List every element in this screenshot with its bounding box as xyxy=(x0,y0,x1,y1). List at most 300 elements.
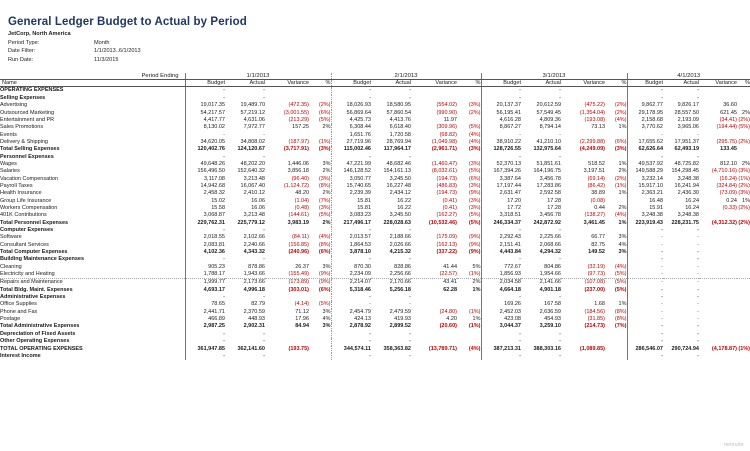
table-row xyxy=(0,212,750,219)
cell-budget: 286,546.07 xyxy=(627,346,663,353)
cell-actual: 16.22 xyxy=(397,197,411,204)
cell-budget: 2,363.21 xyxy=(627,190,663,197)
cell-percent: (1%) xyxy=(468,308,481,315)
row-label: 401K Contributions xyxy=(0,212,47,219)
cell-variance: (4,178.87) xyxy=(711,345,737,352)
cell-budget: - xyxy=(627,87,663,95)
report-meta xyxy=(8,39,750,65)
cell-percent: (3%) xyxy=(318,146,331,153)
cell-budget: - xyxy=(185,154,225,161)
cell-percent xyxy=(737,323,750,330)
cell-budget: 4,417.77 xyxy=(185,117,225,124)
row-label: Entertainment and PR xyxy=(0,116,55,123)
cell-actual: 3,245.50 xyxy=(389,175,411,182)
cell-actual: - xyxy=(559,87,561,94)
cell-budget: 3,248.38 xyxy=(627,212,663,219)
cell-percent: 1% xyxy=(472,316,481,323)
cell-variance xyxy=(411,154,457,161)
cell-actual: - xyxy=(263,256,265,263)
cell-percent: (5%) xyxy=(738,124,750,131)
cell-variance xyxy=(699,294,737,301)
cell-variance xyxy=(699,227,737,234)
cell-variance: (173.89) xyxy=(288,279,309,286)
cell-percent: 2% xyxy=(742,160,750,167)
table-row xyxy=(0,294,750,301)
cell-variance: 38.89 xyxy=(591,190,605,197)
row-label: Wages xyxy=(0,160,17,167)
cell-variance: 73.13 xyxy=(591,124,605,131)
cell-actual: 242,872.92 xyxy=(533,219,561,226)
cell-variance: (32.19) xyxy=(587,263,605,270)
table-row xyxy=(0,249,750,256)
cell-percent: (5%) xyxy=(318,116,331,123)
cell-actual: 2,240.66 xyxy=(243,241,265,248)
cell-actual: - xyxy=(263,131,265,138)
row-label: Personnel Expenses xyxy=(0,153,54,160)
cell-percent: 2% xyxy=(322,124,331,131)
cell-actual: 16,067.40 xyxy=(240,182,265,189)
cell-budget: 2,151.41 xyxy=(481,242,521,249)
cell-budget: 38,910.22 xyxy=(481,139,521,146)
table-row xyxy=(0,95,750,102)
cell-budget: 4,693.17 xyxy=(185,287,225,294)
cell-budget: 1,856.93 xyxy=(481,271,521,279)
cell-budget: 27,719.96 xyxy=(331,139,371,146)
cell-percent: 2% xyxy=(618,204,627,211)
cell-variance: (4,710.16) xyxy=(711,168,737,175)
cell-variance xyxy=(265,256,309,263)
cell-actual: - xyxy=(697,249,699,256)
cell-actual: - xyxy=(697,227,699,233)
cell-percent: 3% xyxy=(618,249,627,256)
cell-budget: - xyxy=(331,294,371,301)
cell-actual: 3,248.38 xyxy=(677,175,699,182)
cell-actual: 290,724.94 xyxy=(671,345,699,352)
cell-actual: 17.28 xyxy=(547,204,561,211)
column-header-variance: Variance xyxy=(265,80,309,87)
cell-percent: (3%) xyxy=(468,182,481,189)
cell-budget: - xyxy=(185,95,225,102)
cell-budget: 8,130.02 xyxy=(185,124,225,131)
cell-variance: 0.44 xyxy=(594,204,605,211)
cell-percent xyxy=(605,338,627,345)
cell-variance: (1,124.72) xyxy=(283,182,309,189)
meta-row xyxy=(8,47,750,56)
row-label: Depreciation of Fixed Assets xyxy=(0,330,76,337)
cell-percent: (7%) xyxy=(614,323,627,330)
cell-variance: (193.75) xyxy=(288,345,309,352)
cell-variance xyxy=(411,338,457,345)
cell-variance xyxy=(411,353,457,360)
cell-percent: (9%) xyxy=(468,249,481,256)
cell-percent xyxy=(737,132,750,139)
cell-percent xyxy=(737,95,750,102)
cell-variance: (8,032.61) xyxy=(431,168,457,175)
cell-variance: (303.01) xyxy=(288,286,309,293)
cell-percent xyxy=(309,154,331,161)
meta-value: 11/3/2015 xyxy=(94,56,119,63)
cell-percent: (4%) xyxy=(614,116,627,123)
table-row xyxy=(0,271,750,279)
period-label-4: 4/1/2013 xyxy=(627,73,750,80)
cell-budget: - xyxy=(481,338,521,345)
cell-percent xyxy=(737,287,750,294)
cell-percent: (2%) xyxy=(614,102,627,109)
cell-percent: (5%) xyxy=(468,212,481,219)
cell-budget: - xyxy=(331,256,371,263)
table-row xyxy=(0,154,750,161)
cell-variance xyxy=(699,271,737,279)
cell-actual: 154,298.45 xyxy=(671,168,699,175)
table-row xyxy=(0,139,750,146)
cell-variance xyxy=(265,154,309,161)
cell-budget: - xyxy=(481,353,521,360)
cell-variance xyxy=(699,212,737,219)
cell-variance xyxy=(561,338,605,345)
cell-budget: - xyxy=(627,154,663,161)
meta-row xyxy=(8,39,750,48)
cell-percent: (7%) xyxy=(318,197,331,204)
meta-value: Month xyxy=(94,39,110,46)
row-label: Payroll Taxes xyxy=(0,182,33,189)
cell-percent: 2% xyxy=(322,168,331,175)
cell-budget: - xyxy=(627,242,663,249)
table-row xyxy=(0,87,750,95)
cell-budget: 17,197.44 xyxy=(481,183,521,190)
row-label: Software xyxy=(0,234,22,241)
cell-percent: 3% xyxy=(322,323,331,330)
cell-variance: 41.44 xyxy=(443,263,457,270)
cell-variance: 71.12 xyxy=(295,308,309,315)
cell-budget: 4,443.84 xyxy=(481,249,521,256)
cell-budget: 17.20 xyxy=(481,198,521,205)
cell-actual: 2,636.59 xyxy=(539,308,561,315)
cell-percent xyxy=(605,132,627,139)
cell-percent: (5%) xyxy=(605,271,627,279)
column-header-name: Name xyxy=(0,80,185,87)
cell-actual: 4,413.76 xyxy=(389,116,411,123)
cell-percent xyxy=(457,331,481,338)
table-row xyxy=(0,168,750,175)
cell-percent xyxy=(737,331,750,338)
cell-budget: - xyxy=(185,132,225,139)
cell-variance xyxy=(699,353,737,360)
cell-variance: (20.60) xyxy=(439,323,457,330)
cell-variance: 621.45 xyxy=(720,109,737,116)
row-label: Cleaning xyxy=(0,263,22,270)
cell-budget: - xyxy=(185,331,225,338)
cell-actual: 4,343.32 xyxy=(243,249,265,256)
cell-variance: 66.77 xyxy=(591,234,605,241)
cell-variance xyxy=(265,294,309,301)
cell-budget: 56,195.41 xyxy=(481,110,521,117)
cell-variance xyxy=(265,353,309,360)
cell-budget: 14,942.68 xyxy=(185,183,225,190)
cell-variance xyxy=(265,227,309,234)
cell-actual: - xyxy=(263,94,265,101)
cell-actual: 57,219.12 xyxy=(240,109,265,116)
cell-actual: 1,954.66 xyxy=(521,271,561,279)
cell-percent xyxy=(309,227,331,234)
row-label: Vacation Compensation xyxy=(0,175,58,182)
cell-percent xyxy=(309,95,331,102)
table-row xyxy=(0,146,750,153)
cell-actual: 2,188.66 xyxy=(389,234,411,241)
cell-variance xyxy=(561,227,605,234)
cell-actual: 167.58 xyxy=(544,301,561,308)
cell-variance: (4,249.09) xyxy=(579,146,605,153)
cell-percent xyxy=(605,256,627,263)
cell-percent: (2%) xyxy=(738,138,750,145)
cell-budget: - xyxy=(627,279,663,287)
cell-percent xyxy=(457,256,481,263)
cell-actual: 228,028.63 xyxy=(383,219,411,226)
cell-percent xyxy=(309,353,331,360)
cell-budget: 2,454.79 xyxy=(331,309,371,316)
cell-budget: 3,387.64 xyxy=(481,176,521,183)
cell-actual: - xyxy=(697,286,699,293)
cell-variance xyxy=(699,242,737,249)
column-header-pct: % xyxy=(605,80,627,87)
cell-actual: 2,193.09 xyxy=(677,116,699,123)
cell-budget: 2,214.07 xyxy=(331,279,371,287)
cell-variance: 36.60 xyxy=(723,102,737,109)
column-header-actual: Actual xyxy=(663,80,699,87)
cell-actual: 19,489.70 xyxy=(240,102,265,109)
cell-actual: 20,612.59 xyxy=(536,102,561,109)
cell-budget: 344,574.11 xyxy=(331,346,371,353)
cell-variance xyxy=(561,294,605,301)
cell-variance: (73.09) xyxy=(719,190,737,197)
cell-percent: 3% xyxy=(618,234,627,241)
cell-budget: - xyxy=(185,353,225,360)
cell-actual: - xyxy=(663,271,699,279)
cell-percent: 2% xyxy=(742,109,750,116)
cell-budget: 3,050.77 xyxy=(331,176,371,183)
cell-percent xyxy=(457,338,481,345)
cell-budget: 20,137.37 xyxy=(481,102,521,109)
cell-variance: (2,961.71) xyxy=(431,146,457,153)
column-header-actual: Actual xyxy=(371,80,411,87)
cell-variance: (194.73) xyxy=(436,175,457,182)
cell-variance: (69.14) xyxy=(587,175,605,182)
cell-actual: 828.86 xyxy=(394,263,411,270)
cell-budget: - xyxy=(627,249,663,256)
cell-percent: (4%) xyxy=(468,131,481,138)
cell-percent xyxy=(457,95,481,102)
cell-budget: - xyxy=(627,338,663,345)
cell-actual: 17,951.37 xyxy=(674,138,699,145)
cell-actual: 1,720.58 xyxy=(389,131,411,138)
cell-budget: 15.81 xyxy=(331,198,371,205)
cell-budget: - xyxy=(627,316,663,323)
table-row xyxy=(0,331,750,338)
cell-variance xyxy=(699,279,737,287)
cell-variance: (240.96) xyxy=(288,249,309,256)
cell-percent: (4%) xyxy=(614,212,627,219)
cell-budget: 2,018.55 xyxy=(185,234,225,241)
row-label: Advertising xyxy=(0,102,28,109)
cell-actual: - xyxy=(697,131,699,138)
cell-percent xyxy=(737,301,750,308)
column-header-budget: Budget xyxy=(185,80,225,87)
cell-variance: 3,461.45 xyxy=(583,219,605,226)
cell-percent: (2%) xyxy=(738,204,750,211)
cell-variance: (0.48) xyxy=(294,204,309,211)
cell-budget: 361,947.85 xyxy=(185,346,225,353)
cell-actual: 4,215.32 xyxy=(389,249,411,256)
column-header-budget: Budget xyxy=(481,80,521,87)
cell-percent xyxy=(309,132,331,139)
cell-percent xyxy=(457,294,481,301)
cell-variance: (213.29) xyxy=(288,116,309,123)
cell-budget: 2,631.47 xyxy=(481,190,521,197)
cell-variance: (4,312.32) xyxy=(711,219,737,226)
cell-budget: 246,334.37 xyxy=(481,220,521,227)
cell-percent: (1%) xyxy=(614,182,627,189)
cell-budget: - xyxy=(627,331,663,338)
cell-percent: 2% xyxy=(472,279,481,286)
cell-actual: 3,456.78 xyxy=(539,212,561,219)
cell-actual: - xyxy=(409,256,411,263)
cell-actual: 16.24 xyxy=(685,204,699,211)
cell-budget: 52,370.13 xyxy=(481,161,521,168)
cell-actual: 17,283.86 xyxy=(536,182,561,189)
cell-budget: - xyxy=(481,294,521,301)
cell-actual: 2,170.66 xyxy=(389,279,411,286)
cell-variance xyxy=(411,87,457,95)
cell-budget: - xyxy=(331,301,371,308)
row-label: Building Maintenance Expenses xyxy=(0,256,85,263)
cell-variance: (107.08) xyxy=(584,279,605,286)
cell-variance: (486.83) xyxy=(436,182,457,189)
row-label: Interest Income xyxy=(0,352,41,359)
cell-budget: 2,987.25 xyxy=(185,323,225,330)
cell-percent: (3%) xyxy=(614,146,627,153)
cell-actual: 2,068.66 xyxy=(539,241,561,248)
cell-actual: 2,902.31 xyxy=(243,323,265,330)
cell-budget: - xyxy=(481,154,521,161)
cell-percent xyxy=(605,87,627,95)
cell-budget: - xyxy=(627,301,663,308)
cell-actual: - xyxy=(559,131,561,138)
row-label: Total Selling Expenses xyxy=(0,146,60,153)
cell-variance: 26.37 xyxy=(295,263,309,270)
cell-actual: - xyxy=(263,87,265,94)
cell-variance xyxy=(561,331,605,338)
cell-variance: (309.96) xyxy=(436,124,457,131)
cell-variance: (84.11) xyxy=(291,234,309,241)
cell-actual: - xyxy=(409,294,411,301)
cell-variance: 4.20 xyxy=(446,316,457,323)
cell-budget: 229,762.31 xyxy=(185,220,225,227)
cell-budget: 9,862.77 xyxy=(627,102,663,109)
cell-budget: - xyxy=(185,294,225,301)
cell-budget: - xyxy=(185,87,225,95)
cell-variance: 1,446.06 xyxy=(287,160,309,167)
row-label: Workers Compensation xyxy=(0,204,58,211)
cell-percent: (4%) xyxy=(318,234,331,241)
cell-percent: (2%) xyxy=(614,175,627,182)
table-row xyxy=(0,234,750,241)
cell-variance: (68.82) xyxy=(439,131,457,138)
cell-actual: 2,592.58 xyxy=(539,190,561,197)
row-label: TOTAL OPERATING EXPENSES xyxy=(0,345,83,352)
watermark: netsuite xyxy=(724,442,744,448)
row-label: Events xyxy=(0,131,17,138)
cell-variance xyxy=(411,256,457,263)
cell-actual: - xyxy=(697,352,699,359)
cell-budget: 156,496.50 xyxy=(185,168,225,175)
cell-budget: 3,770.62 xyxy=(627,124,663,131)
cell-variance: (2,299.88) xyxy=(579,138,605,145)
table-row xyxy=(0,301,750,308)
cell-actual: 3,965.06 xyxy=(677,124,699,131)
row-label: Office Supplies xyxy=(0,301,37,308)
cell-budget: - xyxy=(331,353,371,360)
cell-variance: (472.35) xyxy=(288,102,309,109)
cell-percent: (1%) xyxy=(738,175,750,182)
cell-budget: 15.58 xyxy=(185,205,225,212)
cell-percent: (3%) xyxy=(318,204,331,211)
cell-budget: - xyxy=(481,331,521,338)
cell-percent: 3% xyxy=(322,160,331,167)
cell-budget: - xyxy=(481,95,521,102)
cell-budget: 15.81 xyxy=(331,205,371,212)
cell-variance: (86.42) xyxy=(587,182,605,189)
cell-percent: (6%) xyxy=(614,138,627,145)
cell-actual: 4,294.32 xyxy=(539,249,561,256)
cell-variance: (295.75) xyxy=(716,138,737,145)
cell-budget: 29,178.95 xyxy=(627,110,663,117)
cell-percent: (8%) xyxy=(318,182,331,189)
cell-percent xyxy=(605,227,627,234)
cell-percent xyxy=(737,338,750,345)
cell-budget: 1,999.77 xyxy=(185,279,225,287)
cell-variance: (175.09) xyxy=(436,234,457,241)
cell-actual: - xyxy=(697,94,699,101)
cell-budget: 54,217.57 xyxy=(185,110,225,117)
cell-actual: - xyxy=(263,153,265,160)
cell-actual: 358,363.82 xyxy=(383,345,411,352)
cell-actual: - xyxy=(697,279,699,286)
cell-actual: - xyxy=(409,338,411,345)
cell-budget: 4,616.28 xyxy=(481,117,521,124)
cell-actual: 419.93 xyxy=(394,316,411,323)
cell-actual: 3,213.48 xyxy=(243,175,265,182)
cell-variance: (96.40) xyxy=(291,175,309,182)
cell-variance: (194.73) xyxy=(436,190,457,197)
company-name: JetCorp, North America xyxy=(8,31,71,37)
cell-budget: 128,726.55 xyxy=(481,146,521,153)
row-label: Postage xyxy=(0,316,21,323)
cell-percent xyxy=(457,353,481,360)
cell-percent: 2% xyxy=(322,219,331,226)
cell-percent: (6%) xyxy=(468,175,481,182)
cell-variance: (1,354.04) xyxy=(579,109,605,116)
cell-actual: - xyxy=(409,87,411,94)
cell-actual: 62,493.19 xyxy=(674,146,699,153)
report-header xyxy=(0,0,750,64)
cell-percent: (2%) xyxy=(614,109,627,116)
cell-actual: - xyxy=(697,330,699,337)
cell-variance: (156.85) xyxy=(288,241,309,248)
cell-actual: 3,456.78 xyxy=(539,175,561,182)
table-row xyxy=(0,346,750,353)
cell-actual: 4,631.06 xyxy=(243,116,265,123)
cell-budget: - xyxy=(185,256,225,263)
cell-budget: 772.67 xyxy=(481,264,521,271)
